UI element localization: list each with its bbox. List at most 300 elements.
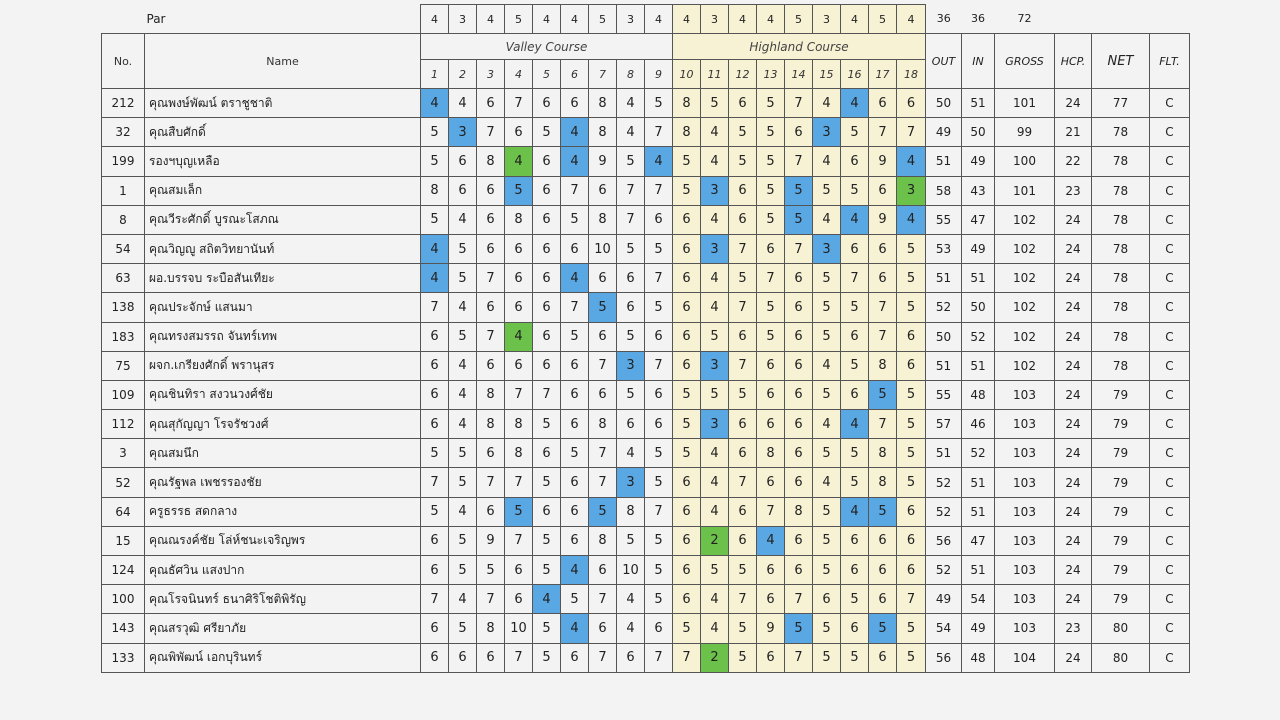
flight: C [1150, 585, 1190, 614]
hole-score: 10 [505, 614, 533, 643]
hole-score: 4 [561, 147, 589, 176]
hole-score: 5 [617, 526, 645, 555]
hole-score: 5 [785, 614, 813, 643]
flight: C [1150, 439, 1190, 468]
hole-score: 7 [477, 322, 505, 351]
in-score: 49 [962, 147, 995, 176]
hole-score: 7 [645, 118, 673, 147]
hole-score: 5 [729, 118, 757, 147]
total-par: 72 [1017, 12, 1032, 26]
hole-number: 9 [645, 60, 673, 89]
hole-score: 9 [477, 526, 505, 555]
hole-score: 5 [897, 439, 926, 468]
hole-score: 9 [869, 205, 897, 234]
hole-score: 9 [589, 147, 617, 176]
hole-number: 8 [617, 60, 645, 89]
hole-number: 2 [449, 60, 477, 89]
hole-score: 5 [841, 293, 869, 322]
out-score: 51 [926, 439, 962, 468]
hole-score: 4 [841, 205, 869, 234]
table-row [102, 497, 1190, 526]
in-score: 43 [962, 176, 995, 205]
hole-score: 5 [645, 89, 673, 118]
flight: C [1150, 205, 1190, 234]
hole-score: 5 [477, 556, 505, 585]
out-score: 51 [926, 264, 962, 293]
gross-header: GROSS [995, 34, 1055, 89]
handicap: 24 [1055, 410, 1092, 439]
out-score: 58 [926, 176, 962, 205]
hole-number: 7 [589, 60, 617, 89]
hole-score: 8 [505, 205, 533, 234]
hole-score: 6 [729, 497, 757, 526]
hole-score: 9 [757, 614, 785, 643]
hole-score: 8 [673, 89, 701, 118]
hole-score: 7 [897, 118, 926, 147]
hole-score: 5 [589, 497, 617, 526]
hole-score: 5 [449, 556, 477, 585]
hole-score: 4 [701, 205, 729, 234]
hole-score: 6 [645, 205, 673, 234]
hole-score: 5 [869, 380, 897, 409]
in-score: 50 [962, 293, 995, 322]
hole-score: 6 [869, 643, 897, 672]
hole-score: 6 [533, 351, 561, 380]
hole-number: 11 [701, 60, 729, 89]
hole-score: 5 [785, 176, 813, 205]
hole-score: 5 [449, 468, 477, 497]
hole-score: 6 [869, 234, 897, 263]
out-score: 50 [926, 322, 962, 351]
hole-score: 4 [813, 205, 841, 234]
flight: C [1150, 118, 1190, 147]
hole-score: 6 [785, 556, 813, 585]
table-row [102, 293, 1190, 322]
hole-score: 6 [421, 410, 449, 439]
gross-score: 101 [995, 89, 1055, 118]
hole-score: 6 [785, 439, 813, 468]
hole-score: 6 [533, 439, 561, 468]
hole-score: 6 [533, 89, 561, 118]
hole-score: 6 [897, 526, 926, 555]
gross-score: 103 [995, 614, 1055, 643]
net-header: NET [1092, 34, 1150, 89]
hole-score: 6 [533, 293, 561, 322]
hole-score: 8 [673, 118, 701, 147]
table-row [102, 264, 1190, 293]
player-name: คุณวีระศักดิ์ บูรณะโสภณ [145, 205, 421, 234]
hole-score: 7 [785, 643, 813, 672]
hole-score: 5 [701, 380, 729, 409]
handicap: 24 [1055, 322, 1092, 351]
hole-score: 5 [533, 614, 561, 643]
hole-score: 5 [841, 468, 869, 497]
hole-score: 6 [421, 643, 449, 672]
hole-score: 8 [589, 118, 617, 147]
gross-score: 99 [995, 118, 1055, 147]
hole-score: 7 [869, 410, 897, 439]
hole-score: 7 [897, 585, 926, 614]
hole-score: 6 [561, 234, 589, 263]
hole-score: 5 [533, 526, 561, 555]
hole-score: 5 [533, 118, 561, 147]
flight: C [1150, 380, 1190, 409]
hole-score: 6 [589, 264, 617, 293]
par-hole-6: 4 [561, 5, 589, 34]
hole-score: 4 [813, 468, 841, 497]
scorecard-table [101, 4, 1190, 673]
hole-score: 5 [561, 439, 589, 468]
hole-score: 5 [757, 293, 785, 322]
hole-score: 4 [449, 351, 477, 380]
hole-score: 5 [729, 614, 757, 643]
gross-score: 103 [995, 497, 1055, 526]
in-score: 51 [962, 468, 995, 497]
player-name: คุณพงษ์พัฒน์ ตราชูชาติ [145, 89, 421, 118]
table-row [102, 643, 1190, 672]
hole-score: 4 [617, 89, 645, 118]
out-score: 56 [926, 526, 962, 555]
course-row [102, 34, 1190, 60]
hole-score: 4 [561, 264, 589, 293]
player-name: ครูธรรธ สดกลาง [145, 497, 421, 526]
hole-score: 6 [449, 176, 477, 205]
net-score: 78 [1092, 351, 1150, 380]
par-hole-15: 3 [813, 5, 841, 34]
table-row [102, 234, 1190, 263]
hole-score: 6 [561, 497, 589, 526]
hole-score: 6 [561, 351, 589, 380]
hole-score: 3 [813, 118, 841, 147]
hole-score: 5 [841, 585, 869, 614]
hole-score: 6 [589, 176, 617, 205]
table-row [102, 614, 1190, 643]
flight: C [1150, 293, 1190, 322]
hole-score: 6 [421, 614, 449, 643]
hole-score: 7 [421, 585, 449, 614]
hole-score: 6 [785, 380, 813, 409]
hole-score: 6 [561, 380, 589, 409]
hole-score: 8 [477, 147, 505, 176]
hole-score: 6 [477, 351, 505, 380]
par-hole-7: 5 [589, 5, 617, 34]
hole-score: 5 [757, 118, 785, 147]
player-name: คุณโรจนินทร์ ธนาศิริโชติพิรัญ [145, 585, 421, 614]
hole-score: 6 [729, 439, 757, 468]
player-name: รองฯบุญเหลือ [145, 147, 421, 176]
player-number: 138 [102, 293, 145, 322]
hole-score: 5 [617, 234, 645, 263]
hole-score: 8 [785, 497, 813, 526]
hole-score: 3 [701, 351, 729, 380]
player-number: 64 [102, 497, 145, 526]
par-hole-16: 4 [841, 5, 869, 34]
highland-course-header: Highland Course [673, 34, 926, 60]
par-hole-4: 5 [505, 5, 533, 34]
player-name: คุณสุกัญญา โรจรัชวงศ์ [145, 410, 421, 439]
out-score: 55 [926, 380, 962, 409]
net-score: 78 [1092, 234, 1150, 263]
hole-score: 6 [897, 351, 926, 380]
hole-score: 6 [729, 526, 757, 555]
hole-score: 10 [617, 556, 645, 585]
net-score: 79 [1092, 410, 1150, 439]
hole-score: 7 [869, 322, 897, 351]
hole-score: 8 [617, 497, 645, 526]
hole-score: 6 [673, 497, 701, 526]
flight: C [1150, 468, 1190, 497]
hole-score: 7 [589, 643, 617, 672]
player-number: 54 [102, 234, 145, 263]
hole-score: 5 [449, 439, 477, 468]
hole-score: 6 [841, 234, 869, 263]
hole-score: 6 [533, 234, 561, 263]
par-hole-2: 3 [449, 5, 477, 34]
net-score: 78 [1092, 264, 1150, 293]
par-hole-5: 4 [533, 5, 561, 34]
hole-score: 5 [645, 585, 673, 614]
hole-score: 6 [757, 468, 785, 497]
par-hole-13: 4 [757, 5, 785, 34]
hole-score: 5 [897, 643, 926, 672]
hole-score: 5 [449, 526, 477, 555]
player-name: คุณธัศวิน แสงปาก [145, 556, 421, 585]
hole-number: 3 [477, 60, 505, 89]
player-number: 75 [102, 351, 145, 380]
hole-score: 4 [505, 322, 533, 351]
gross-score: 102 [995, 351, 1055, 380]
hole-score: 6 [729, 89, 757, 118]
hole-score: 5 [645, 556, 673, 585]
net-score: 80 [1092, 614, 1150, 643]
hole-score: 4 [897, 205, 926, 234]
in-score: 52 [962, 439, 995, 468]
table-row [102, 468, 1190, 497]
hole-score: 7 [505, 643, 533, 672]
hole-score: 7 [757, 264, 785, 293]
hole-score: 4 [449, 497, 477, 526]
par-hole-17: 5 [869, 5, 897, 34]
hole-score: 7 [533, 380, 561, 409]
hole-score: 5 [813, 526, 841, 555]
out-score: 51 [926, 147, 962, 176]
out-score: 52 [926, 293, 962, 322]
par-label: Par [146, 11, 166, 26]
hole-score: 5 [757, 89, 785, 118]
hole-score: 6 [533, 264, 561, 293]
name-header: Name [145, 34, 421, 89]
hole-score: 5 [645, 468, 673, 497]
hole-score: 4 [645, 147, 673, 176]
net-score: 79 [1092, 468, 1150, 497]
in-score: 47 [962, 205, 995, 234]
out-score: 52 [926, 556, 962, 585]
hole-score: 5 [813, 556, 841, 585]
hole-score: 10 [589, 234, 617, 263]
par-hole-9: 4 [645, 5, 673, 34]
hole-score: 7 [617, 205, 645, 234]
hole-score: 6 [869, 585, 897, 614]
hole-score: 4 [701, 497, 729, 526]
hole-score: 4 [701, 585, 729, 614]
hole-score: 7 [505, 468, 533, 497]
hole-score: 7 [729, 585, 757, 614]
in-score: 51 [962, 89, 995, 118]
out-score: 52 [926, 497, 962, 526]
hole-score: 6 [477, 643, 505, 672]
hole-score: 6 [869, 556, 897, 585]
net-score: 79 [1092, 380, 1150, 409]
hole-score: 7 [645, 176, 673, 205]
hole-score: 7 [785, 585, 813, 614]
hole-score: 7 [729, 351, 757, 380]
hole-number: 14 [785, 60, 813, 89]
hole-score: 6 [841, 556, 869, 585]
hole-score: 6 [645, 410, 673, 439]
hole-score: 5 [897, 293, 926, 322]
hole-score: 5 [505, 497, 533, 526]
hole-score: 6 [617, 293, 645, 322]
hole-score: 6 [505, 556, 533, 585]
hole-score: 8 [589, 89, 617, 118]
hole-score: 7 [561, 293, 589, 322]
hole-score: 8 [589, 205, 617, 234]
hole-number: 1 [421, 60, 449, 89]
player-number: 15 [102, 526, 145, 555]
hole-score: 2 [701, 643, 729, 672]
hole-score: 4 [813, 89, 841, 118]
hole-score: 6 [673, 526, 701, 555]
hole-score: 4 [421, 264, 449, 293]
hole-score: 3 [617, 351, 645, 380]
player-rows [102, 89, 1190, 673]
hole-score: 6 [561, 468, 589, 497]
hole-score: 5 [449, 264, 477, 293]
hole-score: 6 [589, 322, 617, 351]
player-name: คุณสมเล็ก [145, 176, 421, 205]
hole-number: 16 [841, 60, 869, 89]
handicap: 24 [1055, 643, 1092, 672]
player-name: คุณณรงค์ชัย โล่ห์ชนะเจริญพร [145, 526, 421, 555]
table-row [102, 439, 1190, 468]
player-number: 133 [102, 643, 145, 672]
hole-score: 5 [701, 556, 729, 585]
hole-score: 5 [673, 439, 701, 468]
hole-score: 5 [897, 234, 926, 263]
hole-score: 4 [813, 351, 841, 380]
player-number: 112 [102, 410, 145, 439]
hole-score: 7 [645, 643, 673, 672]
hole-score: 5 [449, 614, 477, 643]
hole-score: 6 [729, 322, 757, 351]
hole-score: 6 [617, 410, 645, 439]
hole-score: 3 [897, 176, 926, 205]
hole-score: 6 [533, 497, 561, 526]
hole-score: 6 [477, 497, 505, 526]
hole-score: 5 [701, 89, 729, 118]
out-score: 57 [926, 410, 962, 439]
hole-number: 4 [505, 60, 533, 89]
table-row [102, 585, 1190, 614]
hole-score: 7 [869, 293, 897, 322]
hole-score: 6 [813, 585, 841, 614]
hole-score: 5 [869, 614, 897, 643]
hole-score: 8 [477, 380, 505, 409]
hole-score: 7 [785, 89, 813, 118]
hole-score: 5 [505, 176, 533, 205]
hole-score: 6 [561, 643, 589, 672]
net-score: 77 [1092, 89, 1150, 118]
hole-score: 5 [449, 234, 477, 263]
par-row [102, 5, 1190, 34]
hole-score: 5 [897, 380, 926, 409]
net-score: 79 [1092, 497, 1150, 526]
hole-score: 6 [785, 118, 813, 147]
net-score: 78 [1092, 322, 1150, 351]
hole-score: 4 [449, 293, 477, 322]
hole-score: 5 [841, 176, 869, 205]
hole-score: 7 [785, 147, 813, 176]
player-number: 212 [102, 89, 145, 118]
hole-score: 5 [813, 264, 841, 293]
player-number: 100 [102, 585, 145, 614]
gross-score: 103 [995, 439, 1055, 468]
hole-score: 4 [533, 585, 561, 614]
hole-score: 4 [421, 89, 449, 118]
hole-score: 7 [477, 264, 505, 293]
hole-score: 7 [589, 439, 617, 468]
hole-score: 6 [477, 205, 505, 234]
player-name: คุณสืบศักดิ์ [145, 118, 421, 147]
player-name: คุณสรวุฒิ ศรียาภัย [145, 614, 421, 643]
hole-score: 5 [673, 147, 701, 176]
valley-course-header: Valley Course [421, 34, 673, 60]
player-name: คุณรัฐพล เพชรรองชัย [145, 468, 421, 497]
net-score: 78 [1092, 205, 1150, 234]
hole-score: 4 [505, 147, 533, 176]
hole-score: 7 [421, 293, 449, 322]
hole-number: 6 [561, 60, 589, 89]
hole-score: 5 [729, 264, 757, 293]
table-row [102, 556, 1190, 585]
par-hole-12: 4 [729, 5, 757, 34]
hole-score: 6 [785, 410, 813, 439]
hole-score: 7 [505, 380, 533, 409]
flight: C [1150, 614, 1190, 643]
hole-score: 6 [645, 614, 673, 643]
in-score: 49 [962, 234, 995, 263]
hole-score: 6 [673, 468, 701, 497]
hole-score: 8 [589, 410, 617, 439]
table-row [102, 410, 1190, 439]
hole-score: 4 [757, 526, 785, 555]
player-name: คุณพิพัฒน์ เอกบุรินทร์ [145, 643, 421, 672]
hole-score: 5 [729, 380, 757, 409]
handicap: 22 [1055, 147, 1092, 176]
hole-score: 4 [617, 614, 645, 643]
out-score: 54 [926, 614, 962, 643]
hole-score: 7 [505, 89, 533, 118]
gross-score: 101 [995, 176, 1055, 205]
hole-score: 6 [477, 293, 505, 322]
player-name: คุณประจักษ์ แสนมา [145, 293, 421, 322]
hole-score: 4 [701, 614, 729, 643]
in-score: 48 [962, 643, 995, 672]
hole-score: 5 [813, 322, 841, 351]
hole-score: 5 [785, 205, 813, 234]
hole-score: 7 [729, 293, 757, 322]
hole-score: 8 [477, 410, 505, 439]
